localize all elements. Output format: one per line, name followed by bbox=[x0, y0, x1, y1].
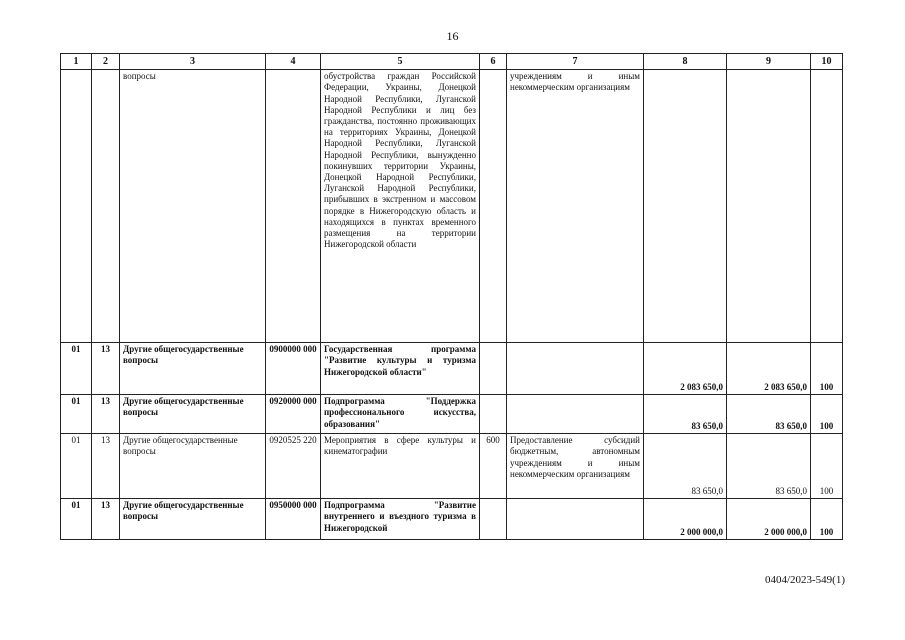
table-row bbox=[61, 434, 843, 499]
amount-planned: 2 083 650,0 bbox=[644, 343, 727, 395]
section-name: Другие общегосударственные вопросы bbox=[120, 343, 266, 395]
table-row bbox=[61, 70, 843, 343]
subsection-code bbox=[92, 70, 120, 343]
section-name: Другие общегосударственные вопросы bbox=[120, 395, 266, 434]
subsection-code: 13 bbox=[92, 499, 120, 540]
section-code bbox=[61, 70, 92, 343]
amount-planned: 83 650,0 bbox=[644, 395, 727, 434]
expense-type-code bbox=[480, 343, 507, 395]
section-code: 01 bbox=[61, 434, 92, 499]
target-article-code: 0900000 000 bbox=[266, 343, 321, 395]
expense-type-code bbox=[480, 70, 507, 343]
section-name: Другие общегосударственные вопросы bbox=[120, 499, 266, 540]
target-article-name: Подпрограмма "Развитие внутреннего и въездного туризма в Нижегородской bbox=[321, 499, 480, 540]
target-article-name: обустройства граждан Российской Федерации, Украины, Донецкой Народной Республики, Луганской Народной Республики и лиц без гражданства, постоянно проживающих на территориях Украины, Донецкой Народной Республики, Луганской Народной Республики, вынужденно покинувших территории Украины, Донецкой Народной Республики, Луганской Народной Республики, прибывших в экстренном и массовом порядке в Нижегородскую область и находящихся в пунктах временного размещения на территории Нижегородской области bbox=[321, 70, 480, 343]
section-code: 01 bbox=[61, 343, 92, 395]
target-article-code: 0920000 000 bbox=[266, 395, 321, 434]
expense-type-code: 600 bbox=[480, 434, 507, 499]
header-col-7: 7 bbox=[507, 54, 644, 70]
target-article-code: 0920525 220 bbox=[266, 434, 321, 499]
expense-type-name bbox=[507, 343, 644, 395]
header-col-8: 8 bbox=[644, 54, 727, 70]
section-name: вопросы bbox=[120, 70, 266, 343]
amount-executed: 83 650,0 bbox=[727, 395, 811, 434]
expense-type-name bbox=[507, 499, 644, 540]
budget-table bbox=[60, 53, 843, 540]
subsection-code: 13 bbox=[92, 343, 120, 395]
header-col-3: 3 bbox=[120, 54, 266, 70]
target-article-code bbox=[266, 70, 321, 343]
amount-executed: 2 083 650,0 bbox=[727, 343, 811, 395]
header-col-10: 10 bbox=[811, 54, 843, 70]
table-row bbox=[61, 499, 843, 540]
expense-type-name: Предоставление субсидий бюджетным, автономным учреждениям и иным некоммерческим организациям bbox=[507, 434, 644, 499]
table-row bbox=[61, 395, 843, 434]
execution-percent: 100 bbox=[811, 395, 843, 434]
expense-type-name: учреждениям и иным некоммерческим организациям bbox=[507, 70, 644, 343]
subsection-code: 13 bbox=[92, 395, 120, 434]
amount-executed bbox=[727, 70, 811, 343]
target-article-name: Мероприятия в сфере культуры и кинематографии bbox=[321, 434, 480, 499]
expense-type-name bbox=[507, 395, 644, 434]
amount-planned bbox=[644, 70, 727, 343]
section-name: Другие общегосударственные вопросы bbox=[120, 434, 266, 499]
amount-executed: 83 650,0 bbox=[727, 434, 811, 499]
header-col-2: 2 bbox=[92, 54, 120, 70]
target-article-name: Государственная программа "Развитие культуры и туризма Нижегородской области" bbox=[321, 343, 480, 395]
header-col-9: 9 bbox=[727, 54, 811, 70]
execution-percent bbox=[811, 70, 843, 343]
target-article-code: 0950000 000 bbox=[266, 499, 321, 540]
target-article-name: Подпрограмма "Поддержка профессионального искусства, образования" bbox=[321, 395, 480, 434]
execution-percent: 100 bbox=[811, 434, 843, 499]
expense-type-code bbox=[480, 499, 507, 540]
header-col-1: 1 bbox=[61, 54, 92, 70]
section-code: 01 bbox=[61, 499, 92, 540]
expense-type-code bbox=[480, 395, 507, 434]
amount-planned: 2 000 000,0 bbox=[644, 499, 727, 540]
header-col-5: 5 bbox=[321, 54, 480, 70]
table-header-row bbox=[61, 54, 843, 70]
section-code: 01 bbox=[61, 395, 92, 434]
header-col-4: 4 bbox=[266, 54, 321, 70]
execution-percent: 100 bbox=[811, 499, 843, 540]
amount-planned: 83 650,0 bbox=[644, 434, 727, 499]
page-number: 16 bbox=[446, 29, 459, 43]
header-col-6: 6 bbox=[480, 54, 507, 70]
table-row bbox=[61, 343, 843, 395]
execution-percent: 100 bbox=[811, 343, 843, 395]
subsection-code: 13 bbox=[92, 434, 120, 499]
amount-executed: 2 000 000,0 bbox=[727, 499, 811, 540]
document-code: 0404/2023-549(1) bbox=[764, 574, 845, 586]
